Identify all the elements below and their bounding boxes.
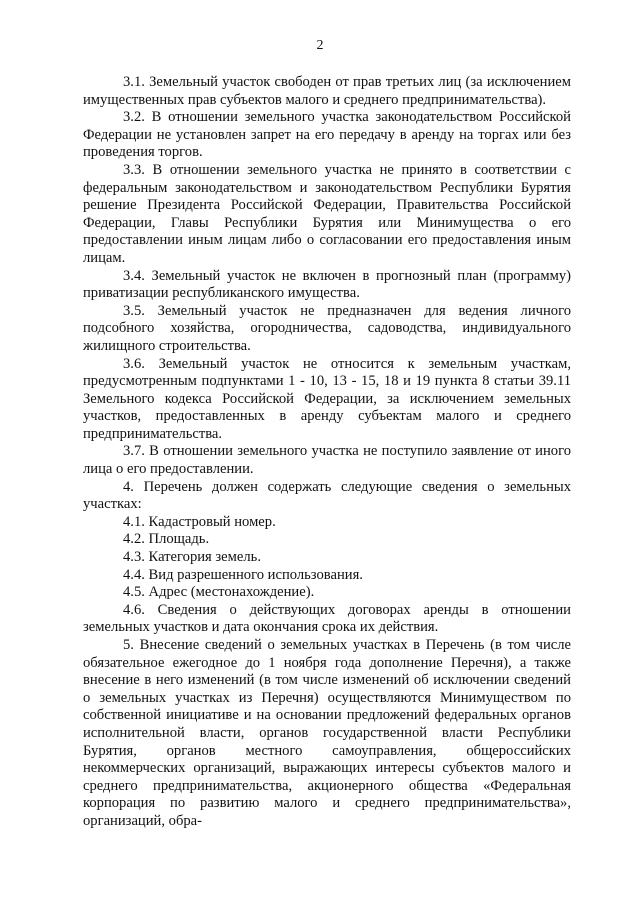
list-item-4-1: 4.1. Кадастровый номер. — [123, 513, 276, 530]
paragraph-3-3: 3.3. В отношении земельного участка не принято в соответствии с федеральным законодательством и законодательством Республики Бурятия решение Президента Российской Федерации, Правительства Российской Федерации, Главы Республики Бурятия или Минимущества о его предоставлении иным лицам либо о согласовании его предоставления иным лицам. — [83, 161, 571, 266]
document-body — [83, 74, 571, 831]
page-number: 2 — [316, 38, 324, 53]
list-item-4-3: 4.3. Категория земель. — [123, 549, 261, 566]
paragraph-4-6: 4.6. Сведения о действующих договорах аренды в отношении земельных участков и дата окончания срока их действия. — [83, 601, 571, 636]
list-item-4-2: 4.2. Площадь. — [123, 531, 210, 548]
paragraph-3-6: 3.6. Земельный участок не относится к земельным участкам, предусмотренным подпунктами 1 - 10, 13 - 15, 18 и 19 пункта 8 статьи 39.11 Земельного кодекса Российской Федерации, за исключением земельных участков, предоставленных в аренду субъектам малого и среднего предпринимательства. — [83, 355, 571, 442]
paragraph-3-1: 3.1. Земельный участок свободен от прав третьих лиц (за исключением имущественных прав субъектов малого и среднего предпринимательства). — [83, 74, 571, 108]
paragraph-5: 5. Внесение сведений о земельных участках в Перечень (в том числе обязательное ежегодное до 1 ноября года дополнение Перечня), а также внесение в него изменений (в том числе изменений об исключении сведений о земельных участках из Перечня) осуществляются Минимуществом по собственной инициативе и на основании предложений федеральных органов исполнительной власти, органов государственной власти Республики Бурятия, органов местного самоуправления, общероссийских некоммерческих организаций, выражающих интересы субъектов малого и среднего предпринимательства, акционерного общества «Федеральная корпорация по развитию малого и среднего предпринимательства», организаций, обра- — [83, 637, 571, 829]
list-item-4-4: 4.4. Вид разрешенного использования. — [123, 566, 363, 583]
paragraph-3-4: 3.4. Земельный участок не включен в прогнозный план (программу) приватизации республиканского имущества. — [83, 267, 571, 302]
paragraph-3-5: 3.5. Земельный участок не предназначен для ведения личного подсобного хозяйства, огородничества, садоводства, индивидуального жилищного строительства. — [83, 302, 571, 354]
list-item-4-5: 4.5. Адрес (местонахождение). — [123, 584, 315, 601]
paragraph-3-7: 3.7. В отношении земельного участка не поступило заявление от иного лица о его предоставлении. — [83, 443, 571, 478]
paragraph-4: 4. Перечень должен содержать следующие сведения о земельных участках: — [83, 478, 571, 513]
paragraph-3-2: 3.2. В отношении земельного участка законодательством Российской Федерации не установлен запрет на его передачу в аренду на торгах или без проведения торгов. — [83, 109, 571, 161]
